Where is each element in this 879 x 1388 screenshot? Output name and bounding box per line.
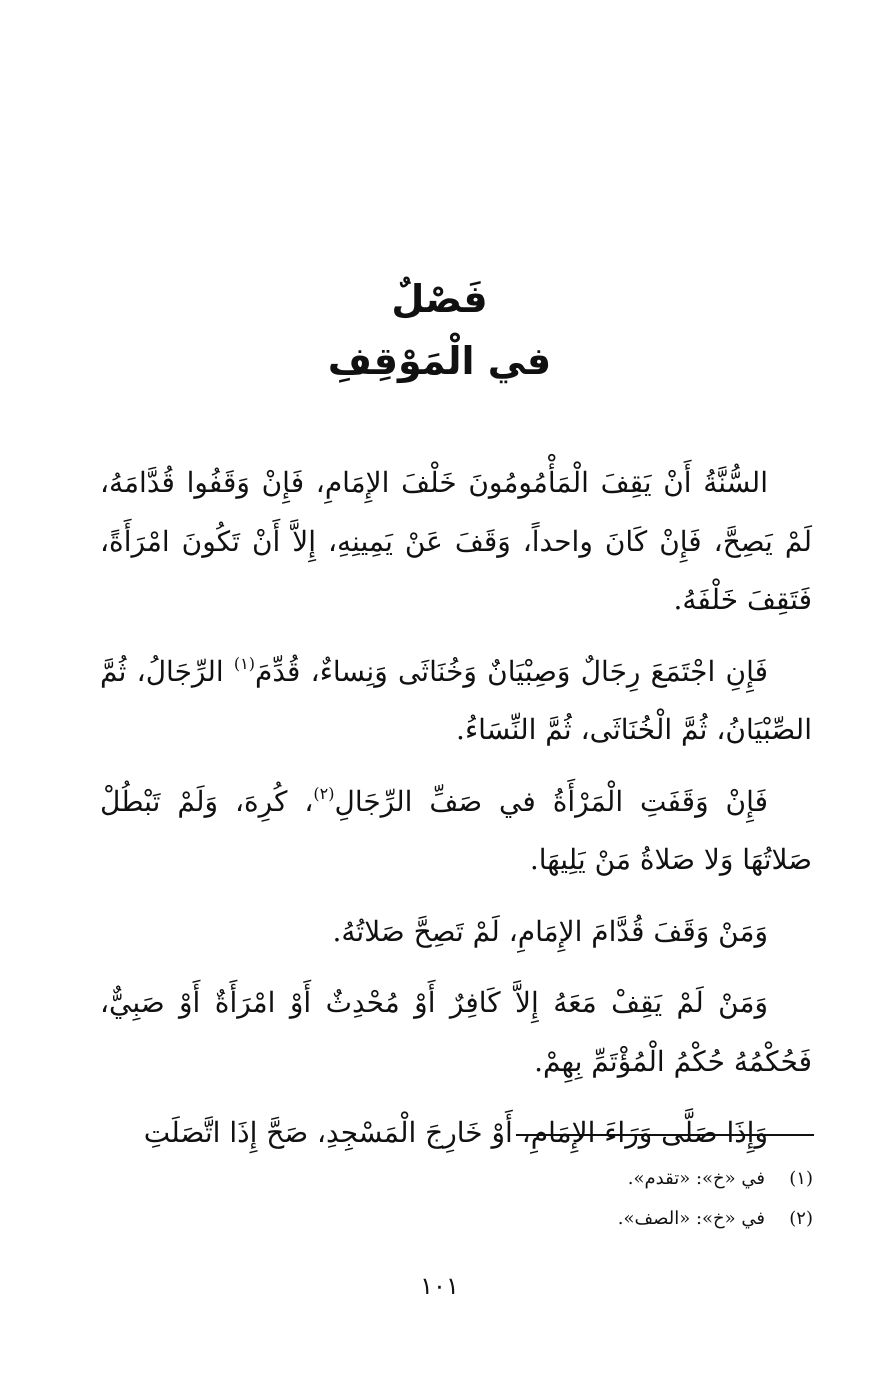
paragraph [100,643,812,760]
footnote-reference: (١) [233,653,256,673]
paragraph-text: ، كُرِهَ، وَلَمْ تَبْطُلْ صَلاتُهَا وَلا صَلاةُ مَنْ يَلِيهَا. [100,784,812,876]
section-subtitle: في الْمَوْقِفِ [327,339,552,383]
paragraph-text: وَمَنْ وَقَفَ قُدَّامَ الإِمَامِ، لَمْ تَصِحَّ صَلاتُهُ. [332,914,768,948]
paragraph-text: وَإِذَا صَلَّى وَرَاءَ الإِمَامِ، أَوْ خَارِجَ الْمَسْجِدِ، صَحَّ إِذَا اتَّصَلَتِ [143,1116,768,1149]
footnote-text: في «خ»: «الصف». [617,1208,765,1229]
footnote-reference: (٢) [313,783,335,803]
section-title: فَصْلٌ [391,277,488,321]
paragraph [100,974,812,1091]
footnote [628,1170,813,1188]
footnote-number: (١) [789,1168,813,1189]
paragraph [100,773,812,890]
paragraph-text: الرِّجَالُ، ثُمَّ الصِّبْيَانُ، ثُمَّ الْخُنَاثَى، ثُمَّ النِّسَاءُ. [100,654,812,746]
paragraph [100,454,812,630]
paragraph-text: السُّنَّةُ أَنْ يَقِفَ الْمَأْمُومُونَ خَلْفَ الإِمَامِ، فَإِنْ وَقَفُوا قُدَّامَهُ، لَمْ يَصِحَّ، فَإِنْ كَانَ واحداً، وَقَفَ عَنْ يَمِينِهِ، إِلاَّ أَنْ تَكُونَ امْرَأَةً، فَتَقِفَ خَلْفَهُ. [100,466,812,616]
main-text [100,454,812,1163]
page-number: ١٠١ [420,1272,459,1300]
paragraph [100,903,812,962]
paragraph-text: فَإِنِ اجْتَمَعَ رِجَالٌ وَصِبْيَانٌ وَخُنَاثَى وَنِساءٌ، قُدِّمَ [255,654,769,688]
footnote [618,1210,813,1228]
footnote-divider [516,1134,814,1136]
paragraph-text: وَمَنْ لَمْ يَقِفْ مَعَهُ إِلاَّ كَافِرٌ أَوْ مُحْدِثٌ أَوْ امْرَأَةٌ أَوْ صَبِيٌّ، فَحُكْمُهُ حُكْمُ الْمُؤْتَمِّ بِهِمْ. [100,986,812,1078]
footnote-text: في «خ»: «تقدم». [627,1168,765,1189]
footnote-number: (٢) [789,1208,813,1229]
paragraph-text: فَإِنْ وَقَفَتِ الْمَرْأَةُ في صَفِّ الرِّجَالِ [334,784,768,818]
